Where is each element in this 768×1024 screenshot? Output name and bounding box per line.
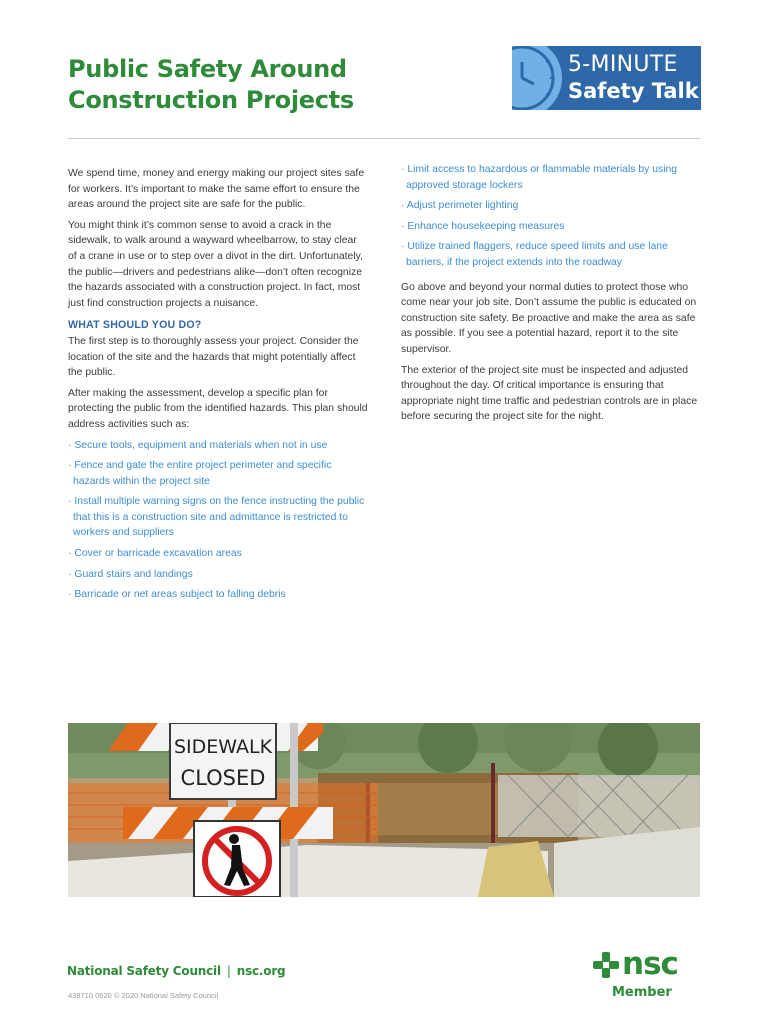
activity-list [68,438,368,603]
activity-list-continued [401,162,703,271]
list-item: · Install multiple warning signs on the fence instructing the public that this is a construction site and admittance is restricted to workers and suppliers [68,494,368,541]
header-divider [68,138,700,139]
page-title: Public Safety Around Construction Projects [68,55,354,114]
member-label: Member [612,985,672,1000]
list-item: · Utilize trained flaggers, reduce speed limits and use lane barriers, if the project extends into the roadway [401,239,703,270]
badge-line-2: Safety Talk [568,79,699,103]
beyond-duties-paragraph: Go above and beyond your normal duties to protect those who come near your job site. Don’t assume the public is educated on construction site safety. Be proactive and make the area as safe as possible. If you see a potential hazard, report it to the site supervisor. [401,281,697,355]
section-heading: WHAT SHOULD YOU DO? [68,319,202,332]
list-item: · Adjust perimeter lighting [401,198,703,214]
clock-icon [512,46,562,110]
badge-line-1: 5-MINUTE [568,52,678,77]
footer-separator: | [226,964,231,978]
document-code-copyright: 438710 0620 © 2020 National Safety Council [68,991,219,1000]
list-item: · Cover or barricade excavation areas [68,546,368,562]
list-item: · Fence and gate the entire project perimeter and specific hazards within the project site [68,458,368,489]
nsc-plus-icon [593,952,619,978]
plan-paragraph: After making the assessment, develop a specific plan for protecting the public from the identified hazards. This plan should address activities such as: [68,387,368,430]
sign-text-closed: CLOSED [180,766,266,790]
exterior-paragraph: The exterior of the project site must be inspected and adjusted throughout the day. Of critical importance is ensuring that appropriate night time traffic and pedestrian controls are in place before securing the project site for the night. [401,364,698,423]
footer-organization [67,964,285,978]
website-link[interactable]: nsc.org [236,964,286,978]
five-minute-safety-talk-badge [512,46,701,110]
sign-text-sidewalk: SIDEWALK [173,736,273,758]
assessment-paragraph: The first step is to thoroughly assess your project. Consider the location of the site and the hazards that might potentially affect the public. [68,335,359,379]
right-column [401,162,703,430]
list-item: · Barricade or net areas subject to falling debris [68,587,368,603]
nsc-member-logo [590,948,705,1004]
list-item: · Limit access to hazardous or flammable materials by using approved storage lockers [401,162,703,193]
intro-paragraph-1: We spend time, money and energy making our project sites safe for workers. It’s important to make the same effort to ensure the areas around the project site are safe for the public. [68,168,365,211]
list-item: · Guard stairs and landings [68,567,368,583]
organization-name: National Safety Council [67,964,221,978]
nsc-wordmark: nsc [622,946,678,982]
sidewalk-closed-photo [68,723,700,897]
left-column [68,166,368,609]
list-item: · Enhance housekeeping measures [401,219,703,235]
intro-paragraph-2: You might think it’s common sense to avoid a crack in the sidewalk, to walk around a wayward wheelbarrow, to stay clear of a crane in use or to step over a divot in the dirt. Unfortunately, the public—drivers and pedestrians alike—don’t often recognize the hazards associated with a construction project. In fact, most just find construction projects a nuisance. [68,219,363,309]
list-item: · Secure tools, equipment and materials when not in use [68,438,368,454]
